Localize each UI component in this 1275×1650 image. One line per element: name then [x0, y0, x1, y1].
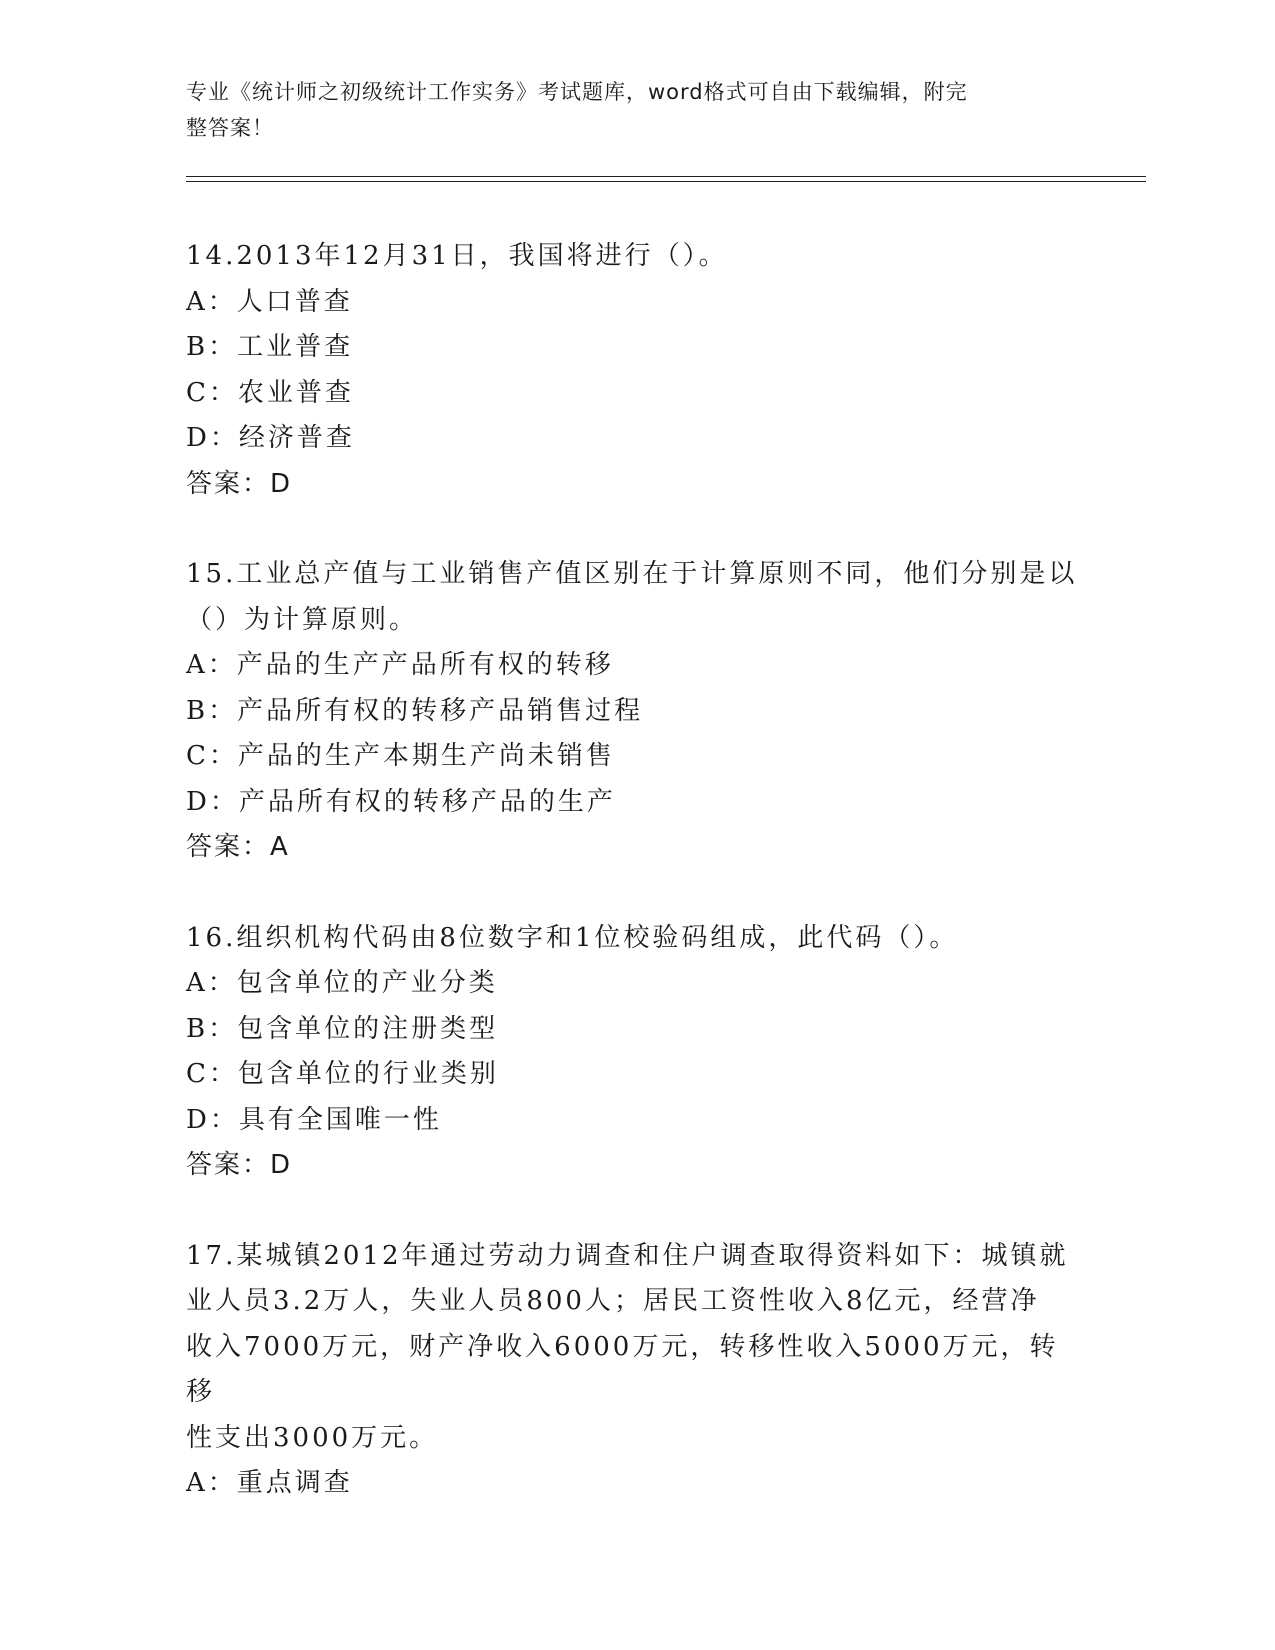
header-line-2: 整答案！: [186, 116, 274, 140]
header-line-1: 专业《统计师之初级统计工作实务》考试题库，word格式可自由下载编辑，附完: [186, 80, 968, 104]
question-16: [186, 916, 1086, 1189]
option-d: D：经济普查: [186, 423, 355, 453]
question-stem: [186, 1234, 1086, 1462]
option-c: C：包含单位的行业类别: [186, 1059, 499, 1089]
stem-line: 14.2013年12月31日，我国将进行（）。: [186, 241, 728, 271]
option-a: A：人口普查: [186, 286, 353, 317]
option-a: A：产品的生产产品所有权的转移: [186, 650, 614, 680]
header-divider-top: [186, 176, 1146, 177]
header-divider-bottom: [186, 181, 1146, 182]
stem-line: 16.组织机构代码由8位数字和1位校验码组成，此代码（）。: [186, 922, 959, 953]
stem-line: 性支出3000万元。: [186, 1422, 439, 1453]
stem-line: 业人员3.2万人，失业人员800人；居民工资性收入8亿元，经营净: [186, 1286, 1040, 1316]
answer-line: 答案：D: [186, 1150, 293, 1180]
option-c: C：农业普查: [186, 377, 354, 408]
stem-line: 17.某城镇2012年通过劳动力调查和住户调查取得资料如下：城镇就: [186, 1240, 1069, 1271]
question-stem: [186, 916, 1086, 962]
answer-line: 答案：D: [186, 468, 293, 499]
option-d: D：具有全国唯一性: [186, 1104, 442, 1135]
option-d: D：产品所有权的转移产品的生产: [186, 786, 616, 817]
option-a: A：重点调查: [186, 1468, 353, 1498]
question-15: [186, 552, 1086, 871]
option-a: A：包含单位的产业分类: [186, 968, 498, 998]
question-list: [186, 234, 1086, 1552]
stem-line: （）为计算原则。: [186, 604, 419, 635]
question-stem: [186, 552, 1086, 643]
question-stem: [186, 234, 1086, 280]
option-b: B：产品所有权的转移产品销售过程: [186, 695, 644, 726]
option-b: B：工业普查: [186, 332, 354, 362]
option-c: C：产品的生产本期生产尚未销售: [186, 741, 615, 771]
stem-line: 15.工业总产值与工业销售产值区别在于计算原则不同，他们分别是以: [186, 559, 1078, 589]
option-b: B：包含单位的注册类型: [186, 1013, 499, 1044]
question-17: [186, 1234, 1086, 1507]
question-14: [186, 234, 1086, 507]
document-header: [186, 74, 1066, 146]
stem-line: 收入7000万元，财产净收入6000万元，转移性收入5000万元，转移: [186, 1331, 1059, 1407]
answer-line: 答案：A: [186, 832, 290, 862]
